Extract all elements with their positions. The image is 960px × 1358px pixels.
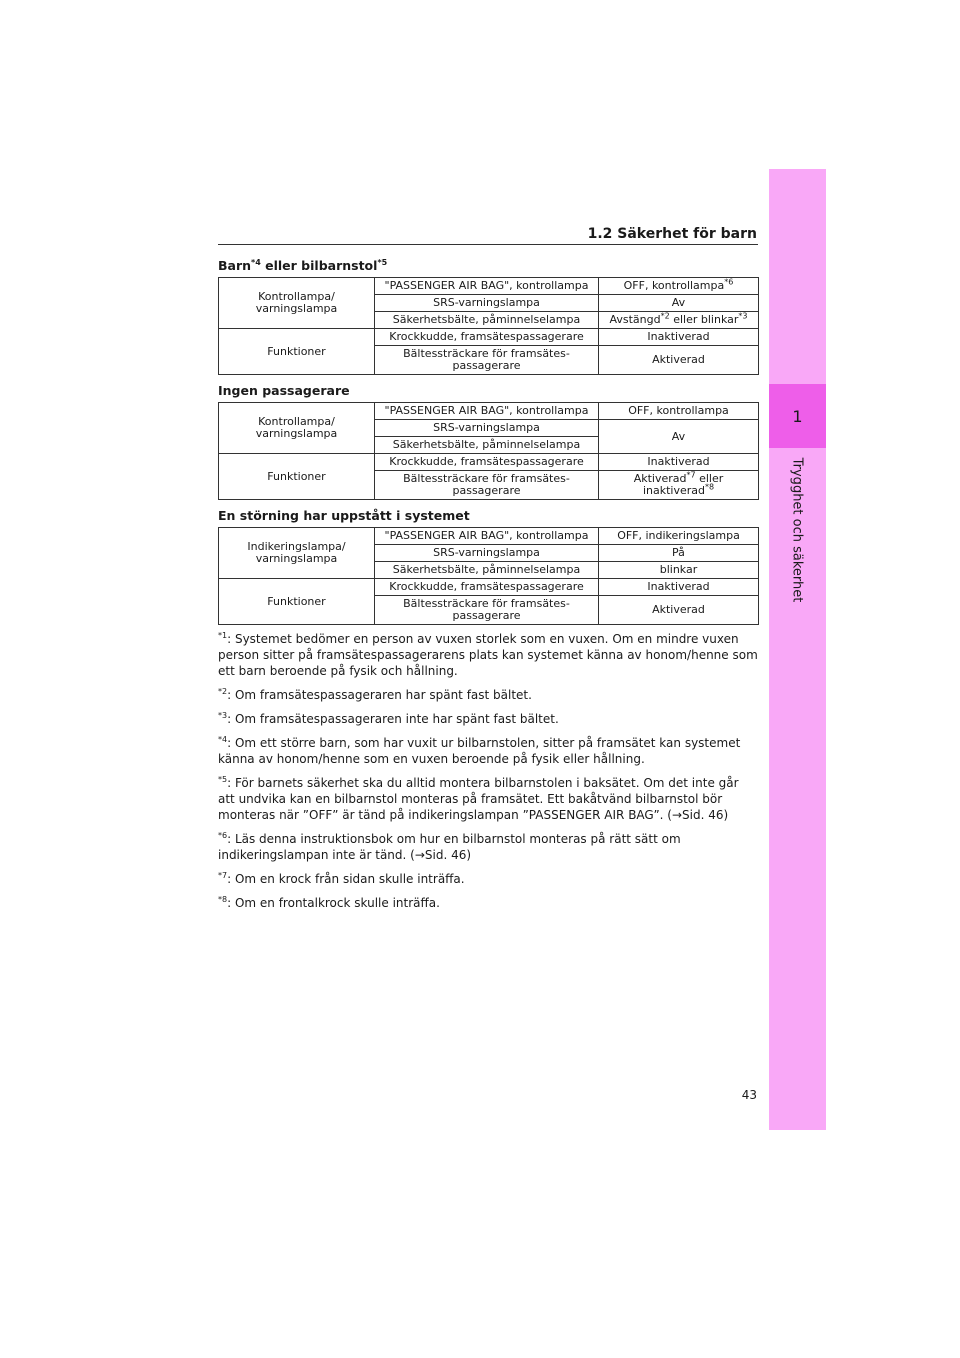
item-cell: Krockkudde, framsätespassagerare bbox=[375, 454, 599, 471]
chapter-title: Trygghet och säkerhet bbox=[789, 457, 805, 603]
status-table-child bbox=[218, 277, 759, 375]
chapter-number-tab bbox=[769, 384, 826, 448]
status-table-malfunction bbox=[218, 527, 759, 625]
table-heading-child: Barn$^{*4}$ eller bilbarnstol$^{*5}$ bbox=[218, 257, 388, 273]
footnote: $^{*7}$: Om en krock från sidan skulle inträffa. bbox=[218, 871, 465, 886]
footnote: $^{*5}$: För barnets säkerhet ska du alltid montera bilbarnstolen i baksätet. Om det inte går att undvika kan en bilbarnstol monteras på framsätet. Ett bakåtvänd bilbarnstol bör monteras när ”OFF” är tänd på indikeringslampan ”PASSENGER AIR BAG”. (→Sid. 46) bbox=[218, 775, 739, 822]
chapter-number: 1 bbox=[792, 406, 803, 426]
item-cell: SRS-varningslampa bbox=[375, 545, 599, 562]
item-cell: Bältessträckare för framsätes-passagerare bbox=[375, 471, 599, 500]
page-number: 43 bbox=[741, 1088, 757, 1102]
item-cell: "PASSENGER AIR BAG", kontrollampa bbox=[375, 528, 599, 545]
item-cell: "PASSENGER AIR BAG", kontrollampa bbox=[375, 278, 599, 295]
value-cell: Aktiverad$^{*7}$ eller inaktiverad$^{*8}$ bbox=[599, 471, 759, 500]
item-cell: Krockkudde, framsätespassagerare bbox=[375, 579, 599, 596]
value-cell: Aktiverad bbox=[599, 596, 759, 625]
footnote: $^{*6}$: Läs denna instruktionsbok om hur en bilbarnstol monteras på rätt sätt om indikeringslampan inte är tänd. (→Sid. 46) bbox=[218, 831, 681, 862]
footnote: $^{*8}$: Om en frontalkrock skulle inträffa. bbox=[218, 895, 440, 910]
footnote: $^{*4}$: Om ett större barn, som har vuxit ur bilbarnstolen, sitter på framsätet kan systemet känna av honom/henne som en vuxen beroende på fysik eller hållning. bbox=[218, 735, 741, 766]
value-cell: blinkar bbox=[599, 562, 759, 579]
item-cell: Säkerhetsbälte, påminnelselampa bbox=[375, 562, 599, 579]
item-cell: SRS-varningslampa bbox=[375, 420, 599, 437]
page-content bbox=[218, 254, 758, 919]
group-label: Kontrollampa/ varningslampa bbox=[219, 278, 375, 329]
item-cell: Krockkudde, framsätespassagerare bbox=[375, 329, 599, 346]
value-cell: Avstängd$^{*2}$ eller blinkar$^{*3}$ bbox=[599, 312, 759, 329]
item-cell: Säkerhetsbälte, påminnelselampa bbox=[375, 437, 599, 454]
value-cell: Inaktiverad bbox=[599, 454, 759, 471]
group-label: Funktioner bbox=[219, 454, 375, 500]
value-cell: Av bbox=[599, 420, 759, 454]
table-row bbox=[219, 278, 759, 295]
table-heading-no-passenger: Ingen passagerare bbox=[218, 383, 350, 398]
item-cell: Säkerhetsbälte, påminnelselampa bbox=[375, 312, 599, 329]
chapter-side-strip bbox=[769, 169, 826, 1130]
item-cell: Bältessträckare för framsätes-passagerare bbox=[375, 596, 599, 625]
value-cell: OFF, kontrollampa bbox=[599, 403, 759, 420]
table-row bbox=[219, 579, 759, 596]
item-cell: SRS-varningslampa bbox=[375, 295, 599, 312]
item-cell: Bältessträckare för framsätes-passagerare bbox=[375, 346, 599, 375]
header-divider bbox=[218, 244, 758, 245]
table-row bbox=[219, 403, 759, 420]
value-cell: På bbox=[599, 545, 759, 562]
value-cell: Inaktiverad bbox=[599, 579, 759, 596]
table-row bbox=[219, 329, 759, 346]
value-cell: OFF, indikeringslampa bbox=[599, 528, 759, 545]
group-label: Kontrollampa/ varningslampa bbox=[219, 403, 375, 454]
group-label: Indikeringslampa/ varningslampa bbox=[219, 528, 375, 579]
footnote: $^{*1}$: Systemet bedömer en person av vuxen storlek som en vuxen. Om en mindre vuxen person sitter på framsätespassagerarens plats kan systemet känna av honom/henne som ett barn beroende på fysik och hållning. bbox=[218, 631, 758, 678]
status-table-no-passenger bbox=[218, 402, 759, 500]
table-heading-malfunction: En störning har uppstått i systemet bbox=[218, 508, 470, 523]
value-cell: Aktiverad bbox=[599, 346, 759, 375]
footnotes bbox=[218, 631, 758, 911]
section-header: 1.2 Säkerhet för barn bbox=[587, 226, 757, 242]
footnote: $^{*3}$: Om framsätespassageraren inte har spänt fast bältet. bbox=[218, 711, 559, 726]
value-cell: OFF, kontrollampa$^{*6}$ bbox=[599, 278, 759, 295]
footnote: $^{*2}$: Om framsätespassageraren har spänt fast bältet. bbox=[218, 687, 532, 702]
item-cell: "PASSENGER AIR BAG", kontrollampa bbox=[375, 403, 599, 420]
value-cell: Av bbox=[599, 295, 759, 312]
group-label: Funktioner bbox=[219, 579, 375, 625]
table-row bbox=[219, 454, 759, 471]
table-row bbox=[219, 528, 759, 545]
group-label: Funktioner bbox=[219, 329, 375, 375]
value-cell: Inaktiverad bbox=[599, 329, 759, 346]
